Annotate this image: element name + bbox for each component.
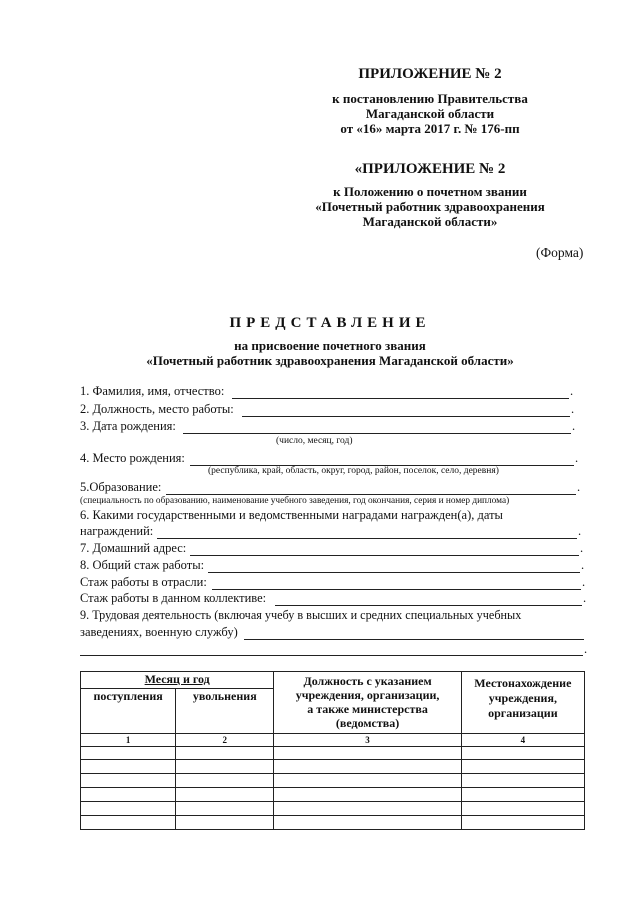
appendix-title: ПРИЛОЖЕНИЕ № 2 (358, 66, 502, 82)
table-header-leave: увольнения (176, 689, 274, 734)
table-cell[interactable] (81, 747, 176, 760)
table-cell[interactable] (461, 774, 584, 788)
table-cell[interactable] (461, 747, 584, 760)
table-header-position (274, 672, 461, 734)
field-work-history-dot: . (584, 642, 588, 656)
table-num-4: 4 (461, 734, 584, 747)
table-cell[interactable] (176, 760, 274, 774)
table-header-location (461, 672, 584, 734)
table-cell[interactable] (176, 788, 274, 802)
appendix2-line-1: к Положению о почетном звании (333, 184, 527, 199)
table-row[interactable] (81, 788, 585, 802)
field-full-name-line[interactable] (232, 397, 569, 399)
table-row[interactable] (81, 747, 585, 760)
field-team-experience-dot: . (583, 591, 587, 605)
field-birthplace-hint: (республика, край, область, округ, город, район, поселок, село, деревня) (208, 466, 499, 476)
field-position-dot: . (571, 402, 575, 416)
title-line-2: «Почетный работник здравоохранения Магаданской области» (146, 353, 514, 368)
field-awards-dot: . (578, 524, 582, 538)
field-address-line[interactable] (190, 554, 579, 556)
table-header-location-l1: Местонахождение (474, 676, 572, 690)
table-header-location-l2: учреждения, (488, 691, 557, 705)
table-cell[interactable] (81, 760, 176, 774)
table-cell[interactable] (274, 802, 461, 816)
table-cell[interactable] (274, 774, 461, 788)
table-header-month-year-text: Месяц и год (144, 672, 210, 686)
table-cell[interactable] (81, 802, 176, 816)
table-row[interactable] (81, 760, 585, 774)
field-industry-experience-line[interactable] (212, 588, 581, 590)
field-birthplace-label: 4. Место рождения: (80, 451, 185, 465)
appendix2-line-3: Магаданской области» (362, 214, 498, 229)
table-header-position-l3: а также министерства (307, 702, 428, 716)
table-row[interactable] (81, 774, 585, 788)
table-cell[interactable] (176, 802, 274, 816)
document-title: ПРЕДСТАВЛЕНИЕ (229, 315, 431, 331)
table-cell[interactable] (461, 788, 584, 802)
table-cell[interactable] (274, 760, 461, 774)
field-work-history-line-2[interactable] (80, 654, 583, 656)
field-address-label: 7. Домашний адрес: (80, 541, 187, 555)
field-education-label: 5.Образование: (80, 480, 162, 494)
field-total-experience-line[interactable] (208, 571, 580, 573)
table-header-row (81, 672, 585, 689)
table-header-entry: поступления (81, 689, 176, 734)
field-awards-label-line-2: награждений: (80, 524, 154, 538)
table-cell[interactable] (81, 816, 176, 830)
table-header-position-l4: (ведомства) (335, 716, 400, 730)
field-industry-experience-dot: . (582, 575, 586, 589)
table-num-3: 3 (274, 734, 461, 747)
table-num-2: 2 (176, 734, 274, 747)
table-number-row (81, 734, 585, 747)
table-num-1: 1 (81, 734, 176, 747)
table-cell[interactable] (274, 788, 461, 802)
field-education-line[interactable] (166, 493, 576, 495)
table-cell[interactable] (81, 788, 176, 802)
field-total-experience-label: 8. Общий стаж работы: (80, 558, 205, 572)
appendix-line-2: Магаданской области (365, 106, 495, 121)
field-position-label: 2. Должность, место работы: (80, 402, 234, 416)
appendix-line-1: к постановлению Правительства (332, 91, 528, 106)
field-education-dot: . (577, 480, 581, 494)
field-total-experience-dot: . (581, 558, 585, 572)
table-cell[interactable] (274, 747, 461, 760)
table-cell[interactable] (461, 816, 584, 830)
table-row[interactable] (81, 816, 585, 830)
field-birthplace-dot: . (575, 451, 579, 465)
appendix2-line-2: «Почетный работник здравоохранения (315, 199, 545, 214)
field-work-history-label-line-1: 9. Трудовая деятельность (включая учебу в высших и средних специальных учебных (80, 608, 522, 622)
field-team-experience-label: Стаж работы в данном коллективе: (80, 591, 267, 605)
field-awards-line[interactable] (157, 537, 577, 539)
table-cell[interactable] (274, 816, 461, 830)
table-cell[interactable] (176, 816, 274, 830)
form-label: (Форма) (536, 245, 584, 260)
table-cell[interactable] (81, 774, 176, 788)
field-birth-date-hint: (число, месяц, год) (276, 436, 353, 446)
table-header-month-year (81, 672, 274, 689)
table-header-location-l3: организации (488, 706, 558, 720)
field-team-experience-line[interactable] (275, 604, 582, 606)
table-row[interactable] (81, 802, 585, 816)
field-education-hint: (специальность по образованию, наименование учебного заведения, год окончания, серия и номер диплома) (80, 496, 510, 506)
field-birth-date-label: 3. Дата рождения: (80, 419, 176, 433)
field-birth-date-line[interactable] (183, 432, 571, 434)
table-cell[interactable] (176, 747, 274, 760)
work-history-table (80, 671, 585, 830)
field-full-name-dot: . (570, 384, 574, 398)
appendix-line-3: от «16» марта 2017 г. № 176-пп (340, 121, 520, 136)
title-line-1: на присвоение почетного звания (234, 338, 426, 353)
appendix2-title: «ПРИЛОЖЕНИЕ № 2 (354, 161, 506, 177)
table-cell[interactable] (461, 802, 584, 816)
field-industry-experience-label: Стаж работы в отрасли: (80, 575, 207, 589)
field-address-dot: . (580, 541, 584, 555)
table-header-position-l1: Должность с указанием (303, 674, 432, 688)
field-work-history-line-1[interactable] (244, 638, 584, 640)
table-header-position-l2: учреждения, организации, (295, 688, 440, 702)
field-work-history-label-line-2: заведениях, военную службу) (80, 625, 238, 639)
table-cell[interactable] (176, 774, 274, 788)
field-birth-date-dot: . (572, 419, 576, 433)
table-cell[interactable] (461, 760, 584, 774)
field-position-line[interactable] (242, 415, 570, 417)
field-full-name-label: 1. Фамилия, имя, отчество: (80, 384, 225, 398)
field-awards-label-line-1: 6. Какими государственными и ведомственными наградами награжден(а), даты (80, 508, 503, 522)
